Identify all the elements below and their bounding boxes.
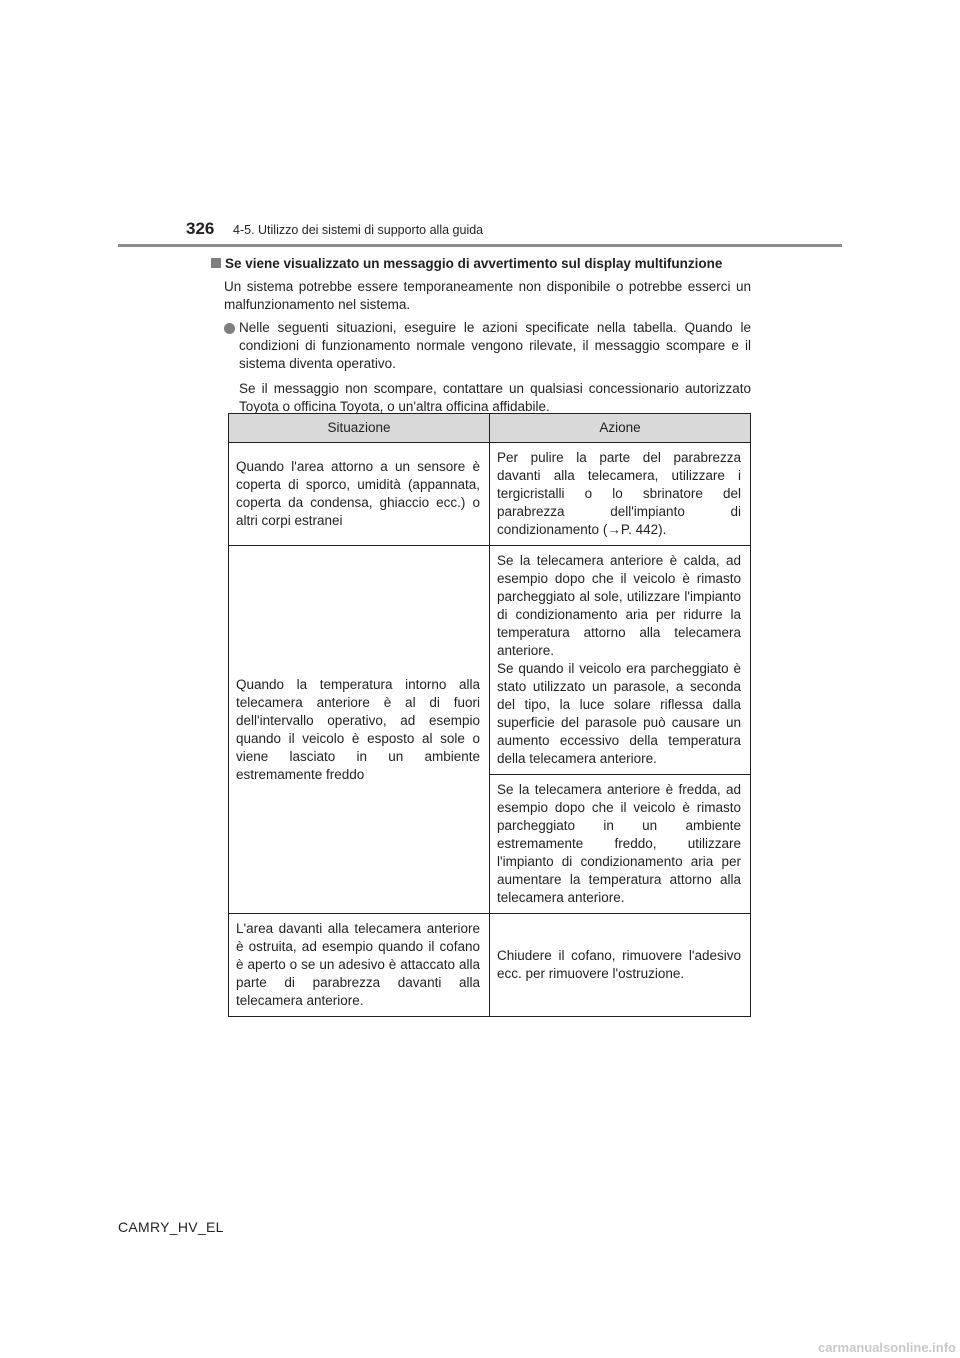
table-header-row — [229, 414, 751, 443]
bullet-item — [224, 319, 751, 416]
section-heading-text: Se viene visualizzato un messaggio di avvertimento sul display multifunzione — [225, 256, 723, 271]
action-text: Se quando il veicolo era parcheggiato è stato utilizzato un parasole, a seconda del tipo, la luce solare riflessa dalla superficie del parasole può causare un aumento eccessivo della temperatura della telecamera anteriore. — [497, 661, 741, 766]
section-content — [211, 255, 751, 416]
bullet-followup: Se il messaggio non scompare, contattare un qualsiasi concessionario autorizzato Toyota o officina Toyota, o un'altra officina affidabile. — [239, 381, 751, 414]
situation-action-table — [228, 413, 751, 1017]
section-heading — [211, 255, 751, 273]
model-code: CAMRY_HV_EL — [118, 1219, 224, 1235]
square-bullet-icon — [211, 258, 221, 268]
situation-cell: Quando l'area attorno a un sensore è coperta di sporco, umidità (appannata, coperta da condensa, ghiaccio ecc.) o altri corpi estranei — [229, 443, 490, 546]
situation-cell: Quando la temperatura intorno alla telecamera anteriore è al di fuori dell'intervallo operativo, ad esempio quando il veicolo è esposto al sole o viene lasciato in un ambiente estremamente freddo — [229, 546, 490, 914]
section-intro: Un sistema potrebbe essere temporaneamente non disponibile o potrebbe esserci un malfunzionamento nel sistema. — [224, 279, 751, 312]
column-header-situation: Situazione — [229, 414, 490, 443]
action-cell: Per pulire la parte del parabrezza davanti alla telecamera, utilizzare i tergicristalli o lo sbrinatore del parabrezza dell'impianto di condizionamento (→P. 442). — [490, 443, 751, 546]
watermark: carmanualsonline.info — [818, 1340, 956, 1355]
table-row — [229, 443, 751, 546]
action-cell: Se la telecamera anteriore è fredda, ad esempio dopo che il veicolo è rimasto parcheggiato in un ambiente estremamente freddo, utilizzare l'impianto di condizionamento aria per aumentare la temperatura attorno alla telecamera anteriore. — [490, 775, 751, 914]
chapter-title: 4-5. Utilizzo dei sistemi di supporto alla guida — [233, 223, 484, 237]
situation-cell: L'area davanti alla telecamera anteriore è ostruita, ad esempio quando il cofano è aperto o se un adesivo è attaccato alla parte di parabrezza davanti alla telecamera anteriore. — [229, 914, 490, 1017]
bullet-text: Nelle seguenti situazioni, eseguire le azioni specificate nella tabella. Quando le condizioni di funzionamento normale vengono rilevate, il messaggio scompare e il sistema diventa operativo. — [239, 320, 751, 371]
column-header-action: Azione — [490, 414, 751, 443]
action-cell: Chiudere il cofano, rimuovere l'adesivo ecc. per rimuovere l'ostruzione. — [490, 914, 751, 1017]
table-row — [229, 546, 751, 775]
action-cell — [490, 546, 751, 775]
table-row — [229, 914, 751, 1017]
action-text: Se la telecamera anteriore è calda, ad esempio dopo che il veicolo è rimasto parcheggiato al sole, utilizzare l'impianto di condizionamento aria per ridurre la temperatura attorno alla telecamera anteriore. — [497, 553, 741, 658]
bullet-body — [239, 319, 751, 416]
circle-bullet-icon — [224, 323, 235, 334]
page-number: 326 — [186, 219, 215, 238]
header-divider — [118, 244, 842, 247]
